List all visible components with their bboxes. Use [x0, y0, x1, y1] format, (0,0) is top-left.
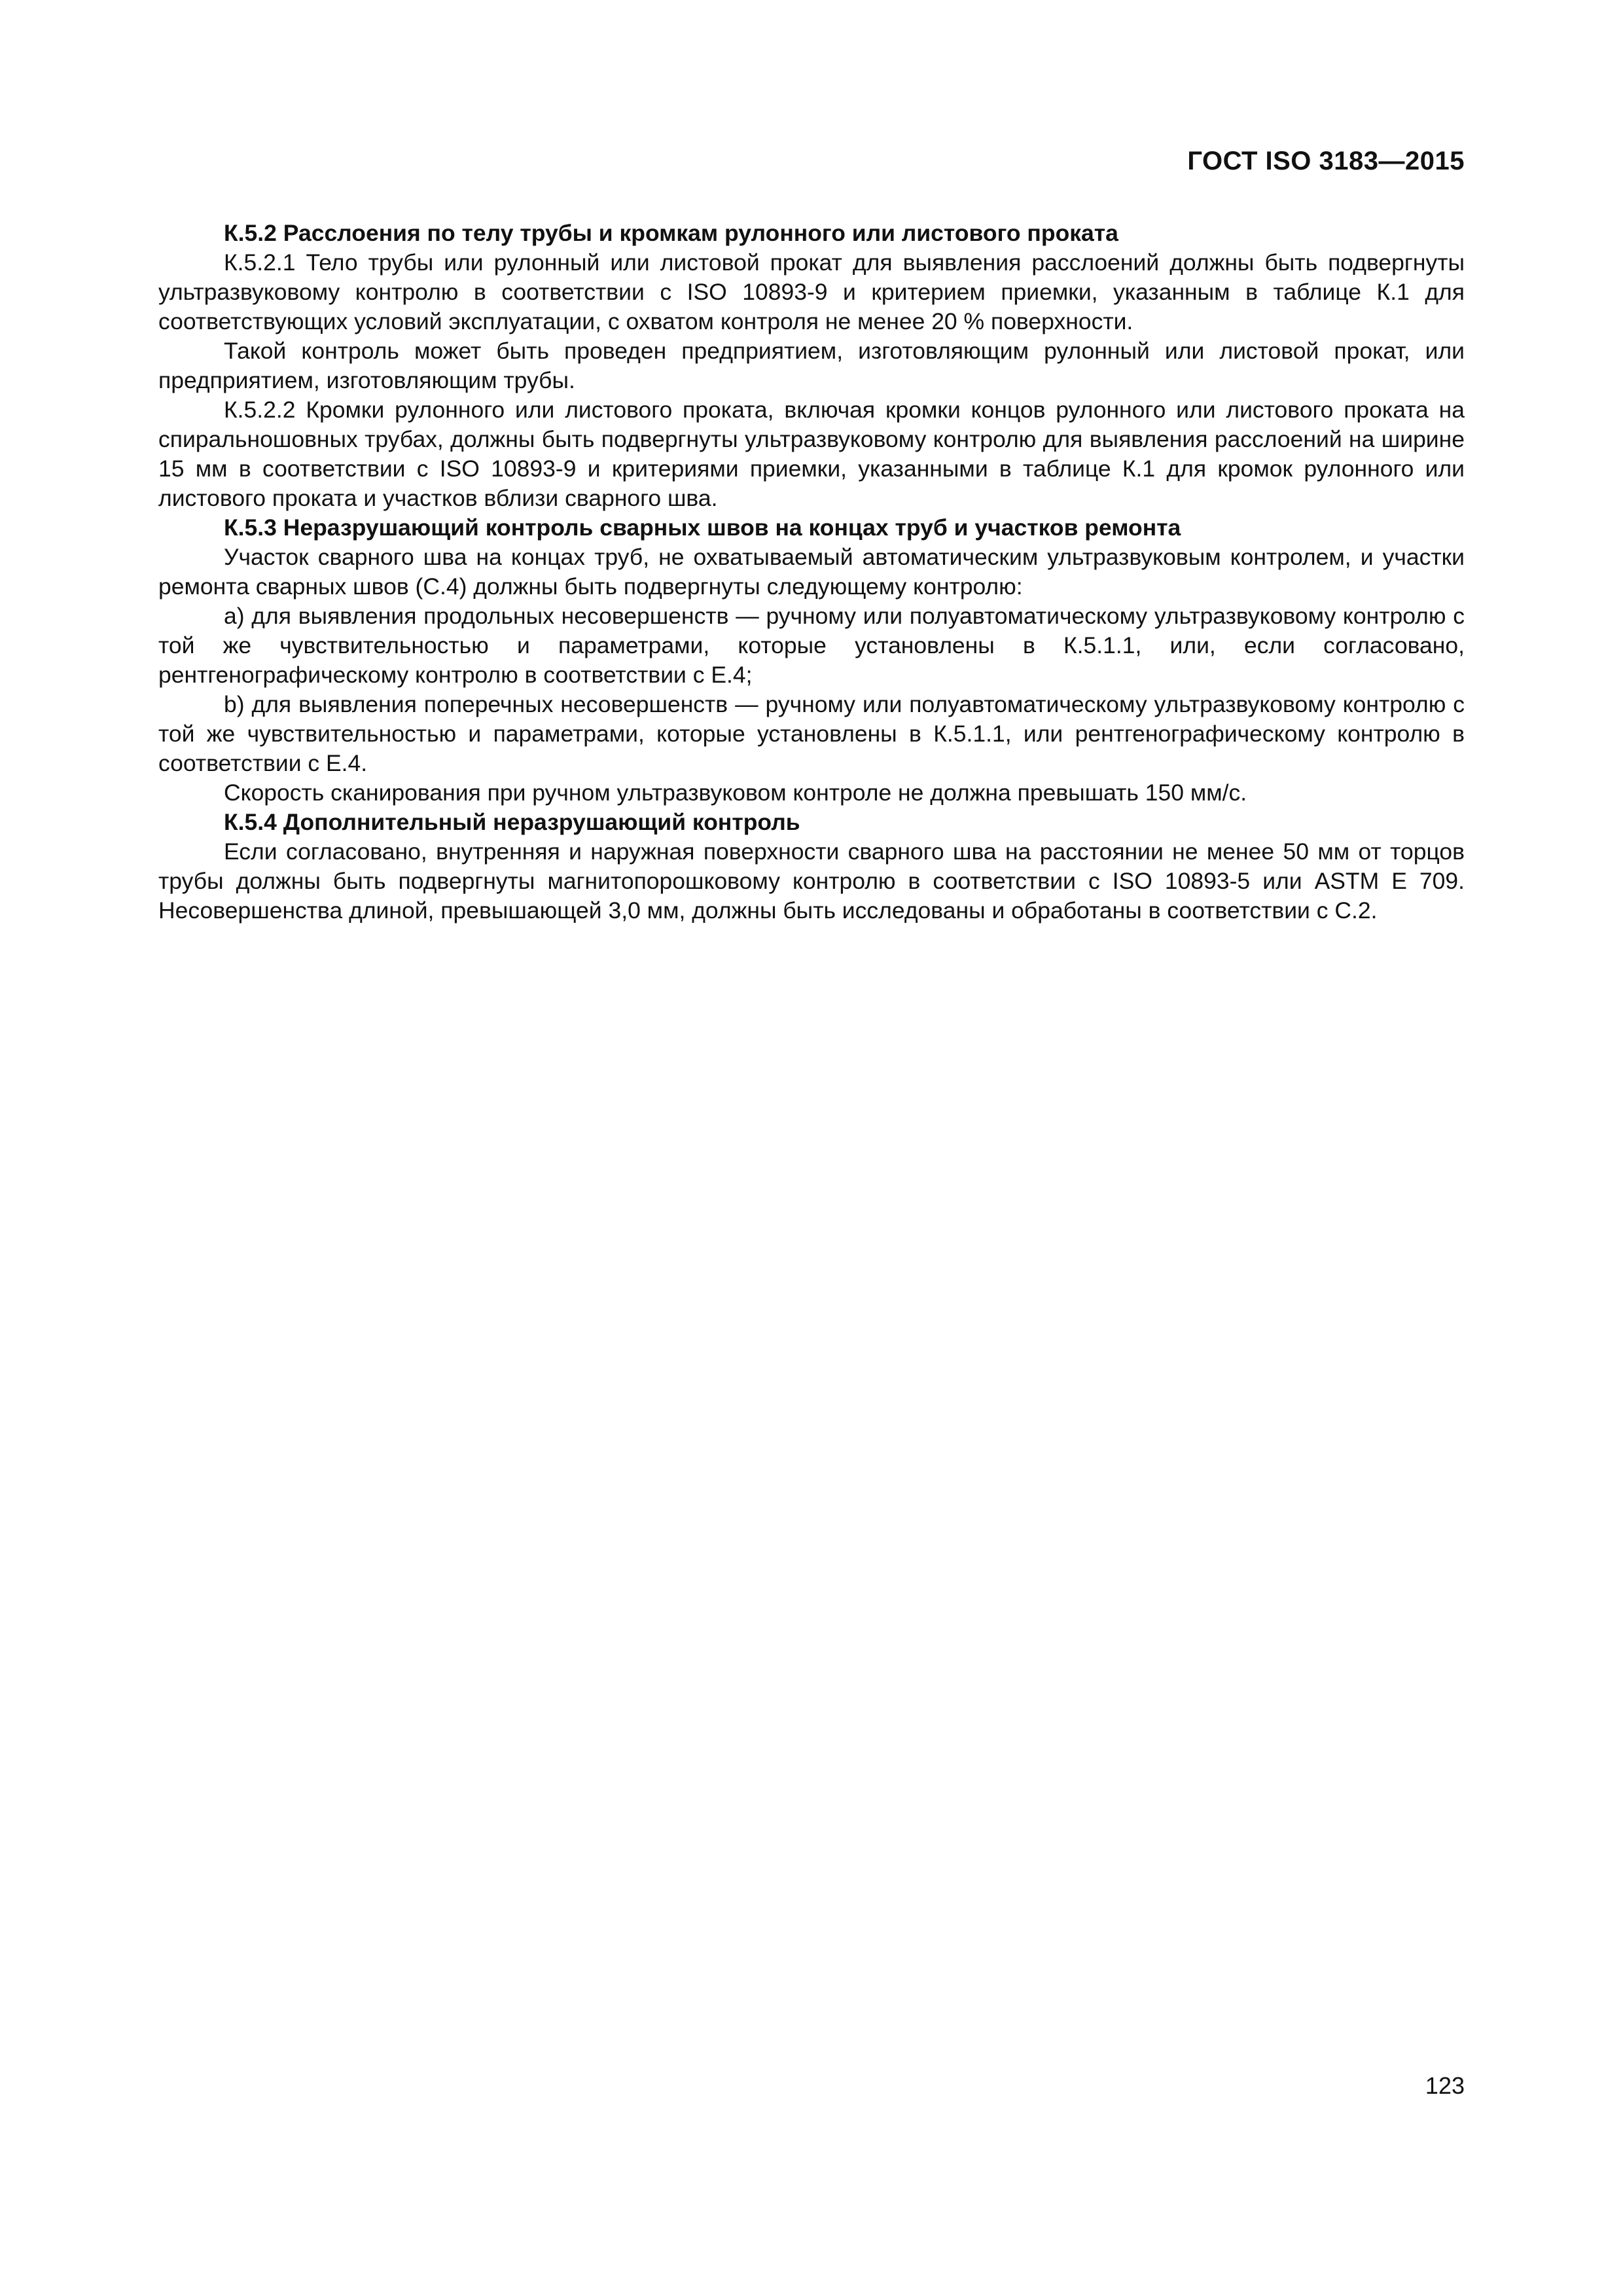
section-heading-k-5-4: К.5.4 Дополнительный неразрушающий контроль	[224, 809, 800, 835]
paragraph-k-5-2-1-note: Такой контроль может быть проведен предприятием, изготовляющим рулонный или листовой прокат, или предприятием, изготовляющим трубы.	[158, 338, 1465, 393]
section-heading-k-5-2: К.5.2 Расслоения по телу трубы и кромкам рулонного или листового проката	[224, 220, 1118, 246]
paragraph-k-5-2-2: К.5.2.2 Кромки рулонного или листового проката, включая кромки концов рулонного или листового проката на спиральношовных трубах, должны быть подвергнуты ультразвуковому контролю для выявления расслоений на ширине 15 мм в соответствии с ISO 10893-9 и критериями приемки, указанными в таблице К.1 для кромок рулонного или листового проката и участков вблизи сварного шва.	[158, 397, 1465, 511]
paragraph-scan-speed: Скорость сканирования при ручном ультразвуковом контроле не должна превышать 150 мм/с.	[224, 780, 1247, 806]
list-item-a: а) для выявления продольных несовершенств — ручному или полуавтоматическому ультразвуковому контролю с той же чувствительностью и параметрами, которые установлены в К.5.1.1, или, если согласовано, рентгенографическому контролю в соответствии с Е.4;	[158, 603, 1465, 688]
list-item-b: b) для выявления поперечных несовершенств — ручному или полуавтоматическому ультразвуковому контролю с той же чувствительностью и параметрами, которые установлены в К.5.1.1, или рентгенографическому контролю в соответствии с Е.4.	[158, 691, 1465, 776]
document-body	[158, 219, 1465, 925]
section-heading-k-5-3: К.5.3 Неразрушающий контроль сварных швов на концах труб и участков ремонта	[224, 514, 1181, 541]
paragraph-k-5-4: Если согласовано, внутренняя и наружная поверхности сварного шва на расстоянии не менее 50 мм от торцов трубы должны быть подвергнуты магнитопорошковому контролю в соответствии с ISO 10893-5 или ASTM E 709. Несовершенства длиной, превышающей 3,0 мм, должны быть исследованы и обработаны в соответствии с С.2.	[158, 838, 1465, 924]
paragraph-k-5-3-intro: Участок сварного шва на концах труб, не охватываемый автоматическим ультразвуковым контролем, и участки ремонта сварных швов (С.4) должны быть подвергнуты следующему контролю:	[158, 544, 1465, 600]
paragraph-k-5-2-1: К.5.2.1 Тело трубы или рулонный или листовой прокат для выявления расслоений должны быть подвергнуты ультразвуковому контролю в соответствии с ISO 10893-9 и критерием приемки, указанным в таблице К.1 для соответствующих условий эксплуатации, с охватом контроля не менее 20 % поверхности.	[158, 249, 1465, 334]
page-number: 123	[1425, 2072, 1465, 2099]
document-header-standard-id: ГОСТ ISO 3183—2015	[1187, 147, 1465, 175]
